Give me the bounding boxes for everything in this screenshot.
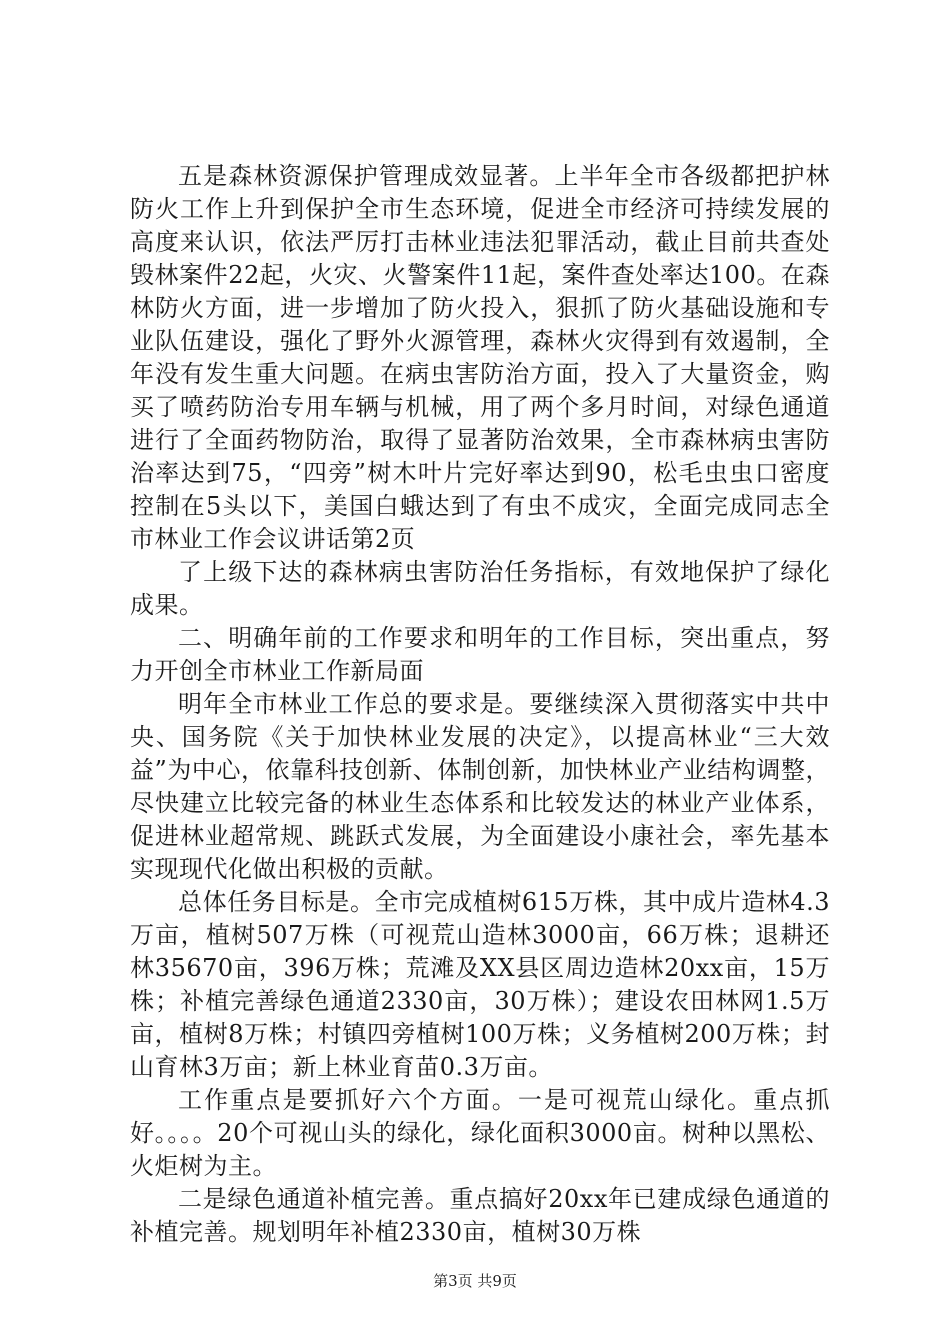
paragraph-overall-requirements: 明年全市林业工作总的要求是。要继续深入贯彻落实中共中央、国务院《关于加快林业发展的决定》，以提高林业“三大效益”为中心，依靠科技创新、体制创新，加快林业产业结构调整，尽快建立比较完备的林业生态体系和比较发达的林业产业体系，促进林业超常规、跳跃式发展，为全面建设小康社会，率先基本实现现代化做出积极的贡献。 [130,690,830,883]
paragraph-continuation: 了上级下达的森林病虫害防治任务指标，有效地保护了绿化成果。 [130,558,830,619]
paragraph-work-focus: 工作重点是要抓好六个方面。一是可视荒山绿化。重点抓好。。。。20个可视山头的绿化，绿化面积3000亩。树种以黑松、火炬树为主。 [130,1086,830,1180]
paragraph-forest-protection: 五是森林资源保护管理成效显著。上半年全市各级都把护林防火工作上升到保护全市生态环境，促进全市经济可持续发展的高度来认识，依法严厉打击林业违法犯罪活动，截止目前共查处毁林案件22起，火灾、火警案件11起，案件查处率达100。在森林防火方面，进一步增加了防火投入，狠抓了防火基础设施和专业队伍建设，强化了野外火源管理，森林火灾得到有效遏制，全年没有发生重大问题。在病虫害防治方面，投入了大量资金，购买了喷药防治专用车辆与机械，用了两个多月时间，对绿色通道进行了全面药物防治，取得了显著防治效果，全市森林病虫害防治率达到75，“四旁”树木叶片完好率达到90，松毛虫虫口密度控制在5头以下，美国白蛾达到了有虫不成灾，全面完成同志全市林业工作会议讲话第2页 [130,162,830,553]
page-footer: 第3页 共9页 [433,1272,517,1290]
document-body [130,160,830,1249]
paragraph-green-corridor: 二是绿色通道补植完善。重点搞好20xx年已建成绿色通道的补植完善。规划明年补植2330亩，植树30万株 [130,1185,830,1246]
paragraph-task-targets: 总体任务目标是。全市完成植树615万株，其中成片造林4.3万亩，植树507万株（可视荒山造林3000亩，66万株；退耕还林35670亩，396万株；荒滩及XX县区周边造林20xx亩，15万株；补植完善绿色通道2330亩，30万株）；建设农田林网1.5万亩，植树8万株；村镇四旁植树100万株；义务植树200万株；封山育林3万亩；新上林业育苗0.3万亩。 [130,888,830,1081]
section-heading-two: 二、明确年前的工作要求和明年的工作目标，突出重点，努力开创全市林业工作新局面 [130,624,830,685]
